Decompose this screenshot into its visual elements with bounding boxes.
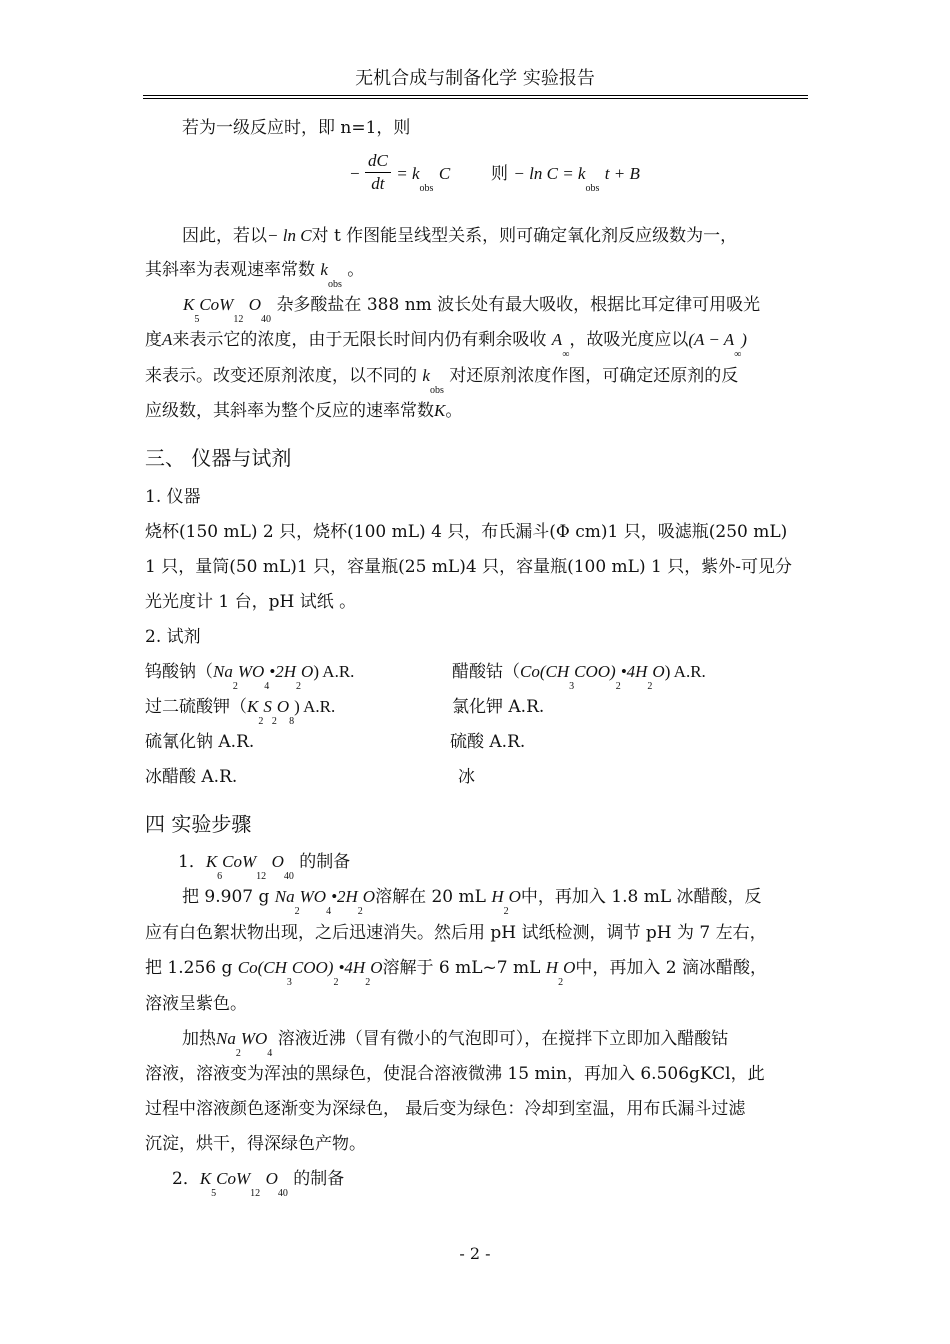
grade: ) A.R. [294, 697, 336, 716]
sub: 2 [235, 1048, 241, 1059]
text: 杂多酸盐在 388 nm 波长处有最大吸收，根据比耳定律可用吸光 [276, 295, 761, 315]
eq-right-1: − ln C = k [513, 164, 586, 183]
reagent-potassium-persulfate [145, 697, 336, 727]
reagent-cobalt-acetate [452, 662, 706, 692]
text: 溶液近沸（冒有微小的气泡即可），在搅拌下立即加入醋酸钴 [277, 1029, 729, 1049]
math-paren: ) [741, 330, 747, 349]
formula: O [563, 958, 576, 977]
text: 的制备 [293, 1169, 345, 1189]
math-obs: obs [327, 279, 342, 290]
sub: 40 [277, 1188, 288, 1199]
text: 过二硫酸钾（ [145, 697, 247, 717]
text: 其斜率为表观速率常数 [145, 260, 315, 280]
text: 把 1.256 g [145, 958, 233, 978]
text: 1． [178, 852, 206, 872]
sub: 2 [365, 977, 371, 988]
step2-title [172, 1169, 345, 1199]
step1-title [178, 852, 351, 882]
text: 度 [145, 330, 162, 350]
sub-inf: ∞ [562, 349, 570, 360]
eq-minus: − [350, 164, 360, 183]
para-reductant [145, 366, 739, 396]
sub: 2 [503, 906, 509, 917]
sub: 2 [294, 906, 300, 917]
formula: O [508, 887, 521, 906]
page-header: 无机合成与制备化学 实验报告 [355, 68, 595, 89]
sub: 3 [569, 681, 575, 692]
eq-obs-sub: obs [419, 183, 434, 194]
formula: COO) [574, 662, 616, 681]
sub: 40 [261, 314, 272, 325]
text: 。 [445, 401, 463, 421]
text: 来表示它的浓度，由于无限长时间内仍有剩余吸收 [172, 330, 547, 350]
formula: O [652, 662, 665, 681]
formula: Na [216, 1029, 236, 1048]
formula: S [263, 697, 272, 716]
text: 来表示。改变还原剂浓度，以不同的 [145, 366, 417, 386]
page-number: - 2 - [459, 1244, 491, 1263]
sub: 4 [267, 1048, 273, 1059]
sub: 12 [256, 871, 267, 882]
math-o: O [248, 295, 262, 314]
text: 溶解在 20 mL [375, 887, 486, 907]
math-ln-c: − ln C [267, 226, 312, 245]
text: 钨酸钠（ [145, 662, 213, 682]
reagent-sodium-thiocyanate: 硫氰化钠 A.R. [145, 732, 255, 752]
procedure-line-5 [182, 1029, 729, 1059]
reagent-sulfuric-acid: 硫酸 A.R. [450, 732, 526, 752]
eq-numerator: dC [365, 150, 391, 173]
text: ，故吸光度应以 [569, 330, 689, 350]
sub: 2 [615, 681, 621, 692]
sub: 3 [286, 977, 292, 988]
eq-right-2: t + B [604, 164, 640, 183]
formula: •4H [338, 958, 366, 977]
header-rule-thin [143, 98, 808, 99]
text: 对还原剂浓度作图，可确定还原剂的反 [449, 366, 739, 386]
formula: CoW [222, 852, 257, 871]
sub: 2 [258, 716, 264, 727]
sub: 2 [271, 716, 277, 727]
formula: •4H [620, 662, 648, 681]
formula: O [370, 958, 383, 977]
procedure-line-4: 溶液呈紫色。 [145, 994, 247, 1014]
formula: Na [274, 887, 295, 906]
sub: 5 [194, 314, 200, 325]
formula: CoW [216, 1169, 251, 1188]
sub-inf: ∞ [734, 349, 742, 360]
rate-equation [350, 152, 640, 197]
math-k: K [183, 295, 195, 314]
formula: O [265, 1169, 278, 1188]
text: 溶解于 6 mL~7 mL [382, 958, 541, 978]
formula: O [276, 697, 290, 716]
text: 应级数，其斜率为整个反应的速率常数 [145, 401, 434, 421]
sub: 2 [296, 681, 302, 692]
formula: Na [213, 662, 233, 681]
procedure-line-3 [145, 958, 767, 988]
instruments-line-1: 烧杯(150 mL) 2 只，烧杯(100 mL) 4 只，布氏漏斗(Φ cm)1 只，吸滤瓶(250 mL) [145, 522, 788, 542]
text: 加热 [182, 1029, 216, 1049]
procedure-line-7: 过程中溶液颜色逐渐变为深绿色， 最后变为绿色：冷却到室温，用布氏漏斗过滤 [145, 1099, 746, 1119]
sub: 6 [217, 871, 223, 882]
formula: Co(CH [520, 662, 570, 681]
procedure-line-1 [182, 887, 762, 917]
sub: 2 [232, 681, 238, 692]
formula: •2H [269, 662, 297, 681]
para-linear [182, 226, 737, 246]
math-a: A [162, 330, 173, 349]
procedure-line-2: 应有白色絮状物出现，之后迅速消失。然后用 pH 试纸检测，调节 pH 为 7 左右， [145, 923, 767, 943]
formula: WO [237, 662, 265, 681]
math-k: k [320, 260, 328, 279]
formula: K [247, 697, 259, 716]
formula: COO) [291, 958, 334, 977]
eq-c: C [438, 164, 451, 183]
eq-right-obs: obs [585, 183, 600, 194]
header-rule [143, 95, 808, 96]
text: 中，再加入 1.8 mL 冰醋酸，反 [520, 887, 762, 907]
text: 。 [347, 260, 365, 280]
grade: ) A.R. [313, 662, 355, 681]
reagent-ice: 冰 [458, 767, 475, 787]
subsection-reagents: 2. 试剂 [145, 627, 201, 647]
eq-denominator: dt [371, 174, 385, 193]
reagent-kcl: 氯化钾 A.R. [452, 697, 545, 717]
para-absorbance [145, 330, 747, 360]
math-cow: CoW [199, 295, 234, 314]
instruments-line-2: 1 只，量筒(50 mL)1 只，容量瓶(25 mL)4 只，容量瓶(100 mL) 1 只，紫外-可见分 [145, 557, 792, 577]
reagent-sodium-tungstate [145, 662, 355, 692]
sub: 4 [264, 681, 270, 692]
formula: WO [299, 887, 327, 906]
eq-then: 则 [491, 164, 508, 184]
sub: 2 [357, 906, 363, 917]
text: 2． [172, 1169, 200, 1189]
para-first-order: 若为一级反应时，即 n=1，则 [182, 118, 411, 138]
subsection-instruments: 1. 仪器 [145, 487, 201, 507]
math-a: A [551, 330, 563, 349]
sub: 40 [283, 871, 294, 882]
text: 中，再加入 2 滴冰醋酸， [575, 958, 767, 978]
sub: 2 [647, 681, 653, 692]
instruments-line-3: 光光度计 1 台，pH 试纸 。 [145, 592, 357, 612]
formula: O [362, 887, 376, 906]
text: 对 t 作图能呈线型关系，则可确定氧化剂反应级数为一， [311, 226, 738, 246]
procedure-line-8: 沉淀，烘干，得深绿色产物。 [145, 1134, 366, 1154]
text: 醋酸钴（ [452, 662, 520, 682]
para-heteropoly [183, 295, 761, 325]
procedure-line-6: 溶液，溶液变为浑浊的黑绿色，使混合溶液微沸 15 min，再加入 6.506gKCl，此 [145, 1064, 765, 1084]
sub: 2 [333, 977, 339, 988]
formula: H [491, 887, 504, 906]
reagent-glacial-acetic-acid: 冰醋酸 A.R. [145, 767, 238, 787]
section-title-procedure: 四 实验步骤 [145, 812, 252, 836]
math-expr: (A − A [688, 330, 735, 349]
sub: 12 [233, 314, 244, 325]
math-K: K [434, 401, 446, 420]
sub: 8 [289, 716, 295, 727]
sub: 12 [250, 1188, 261, 1199]
section-title-instruments: 三、 仪器与试剂 [145, 446, 292, 470]
formula: •2H [331, 887, 358, 906]
eq-equals-k: = k [396, 164, 420, 183]
para-slope [145, 260, 365, 290]
para-order [145, 401, 462, 421]
formula: K [205, 852, 218, 871]
sub: 4 [326, 906, 332, 917]
text: 的制备 [299, 852, 351, 872]
sub: 2 [558, 977, 564, 988]
formula: Co(CH [237, 958, 287, 977]
text: 因此，若以 [182, 226, 267, 246]
text: 把 9.907 g [182, 887, 270, 907]
math-obs: obs [429, 385, 444, 396]
formula: K [199, 1169, 212, 1188]
formula: H [545, 958, 559, 977]
math-k: k [422, 366, 430, 385]
eq-fraction [365, 150, 391, 195]
sub: 5 [211, 1188, 217, 1199]
formula: O [271, 852, 284, 871]
grade: ) A.R. [664, 662, 706, 681]
formula: WO [240, 1029, 268, 1048]
formula: O [301, 662, 314, 681]
